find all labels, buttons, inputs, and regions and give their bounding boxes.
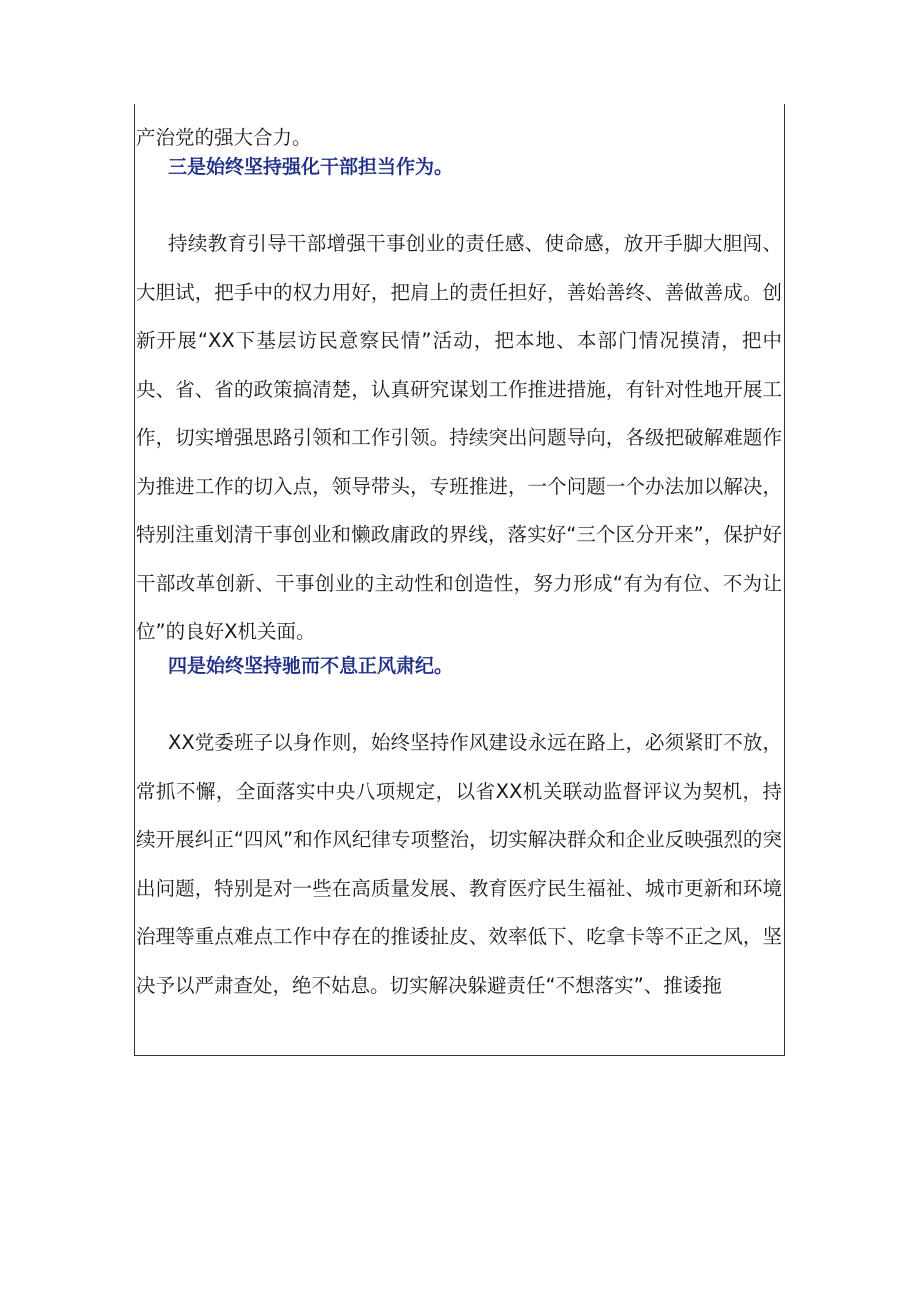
paragraph-work-style-discipline: XX党委班子以身作则，始终坚持作风建设永远在路上，必须紧盯不放，常抓不懈，全面落实中央八项规定，以省XX机关联动监督评议为契机，持续开展纠正“四风”和作风纪律专项整治，切实解决群众和企业反映强烈的突出问题，特别是对一些在高质量发展、教育医疗民生福祉、城市更新和环境治理等重点难点工作中存在的推诿扯皮、效率低下、吃拿卡等不正之风，坚决予以严肃查处，绝不姑息。切实解决躲避责任“不想落实”、推诿拖 bbox=[136, 731, 782, 997]
section-heading-four: 四是始终坚持驰而不息正风肃纪。 bbox=[168, 655, 454, 677]
section-heading-three: 三是始终坚持强化干部担当作为。 bbox=[168, 156, 454, 178]
continuation-text: 产治党的强大合力。 bbox=[136, 126, 312, 149]
paragraph-cadre-responsibility: 持续教育引导干部增强干事创业的责任感、使命感，放开手脚大胆闯、大胆试，把手中的权力用好，把肩上的责任担好，善始善终、善做善成。创新开展“XX下基层访民意察民情”活动，把本地、本部门情况摸清，把中央、省、省的政策搞清楚，认真研究谋划工作推进措施，有针对性地开展工作，切实增强思路引领和工作引领。持续突出问题导向，各级把破解难题作为推进工作的切入点，领导带头，专班推进，一个问题一个办法加以解决，特别注重划清干事创业和懒政庸政的界线，落实好“三个区分开来”，保护好干部改革创新、干事创业的主动性和创造性，努力形成“有为有位、不为让位”的良好X机关面。 bbox=[136, 232, 782, 643]
